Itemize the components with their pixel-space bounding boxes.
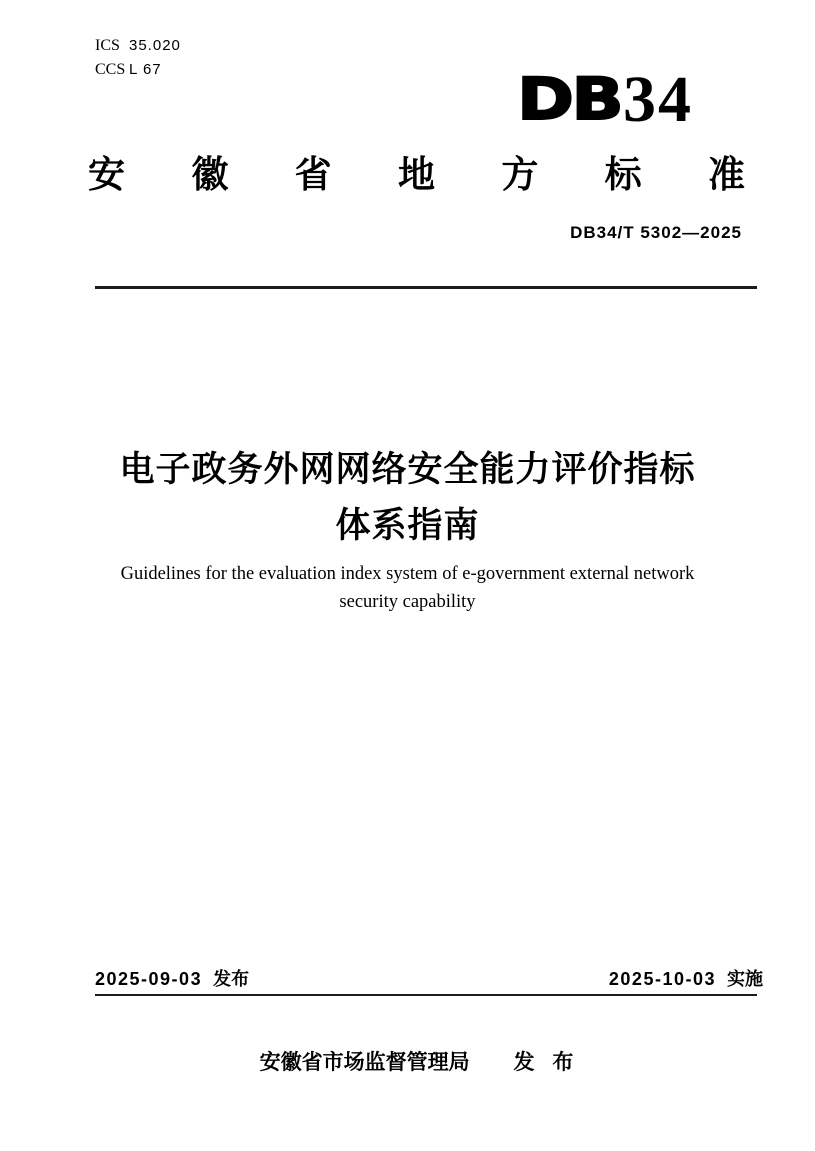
db34-logo-db-text: DB	[516, 65, 621, 133]
implement-date-group	[609, 965, 763, 991]
db34-logo-region-code: 34	[623, 63, 693, 137]
ics-row	[95, 34, 181, 58]
standard-name-char: 安	[88, 154, 125, 195]
standard-name-char: 地	[397, 154, 435, 195]
ccs-label: CCS	[95, 61, 126, 78]
standard-name-char: 准	[707, 154, 745, 195]
footer-rule	[95, 994, 757, 996]
issue-date: 2025-09-03	[95, 969, 203, 989]
standard-name-char: 徽	[191, 154, 229, 195]
issue-label: 发布	[213, 969, 250, 989]
db34-logo	[513, 63, 693, 137]
issue-date-group	[95, 965, 249, 991]
implement-date: 2025-10-03	[608, 969, 716, 989]
ics-value: 35.020	[129, 37, 181, 54]
document-subtitle-english	[0, 560, 815, 616]
document-title	[0, 442, 815, 554]
header-rule	[95, 286, 757, 289]
ics-label: ICS	[95, 37, 120, 54]
publisher-row	[0, 1046, 815, 1076]
standard-name-char: 标	[604, 154, 642, 195]
standard-name	[88, 155, 745, 195]
standard-name-char: 方	[501, 154, 539, 195]
document-title-line1: 电子政务外网网络安全能力评价指标	[119, 450, 696, 489]
ccs-value: L 67	[129, 61, 162, 78]
ccs-row	[95, 58, 181, 82]
classification-codes	[95, 34, 181, 82]
standard-name-char: 省	[294, 154, 332, 195]
standard-number: DB34/T 5302—2025	[570, 223, 742, 242]
publish-action-label: 发 布	[513, 1051, 580, 1074]
implement-label: 实施	[727, 969, 763, 989]
document-title-line2: 体系指南	[335, 506, 480, 545]
dates-row	[95, 965, 763, 991]
document-subtitle-line1: Guidelines for the evaluation index system of e-government external network	[120, 564, 695, 584]
publisher-name: 安徽省市场监督管理局	[259, 1051, 470, 1074]
document-subtitle-line2: security capability	[339, 592, 476, 612]
